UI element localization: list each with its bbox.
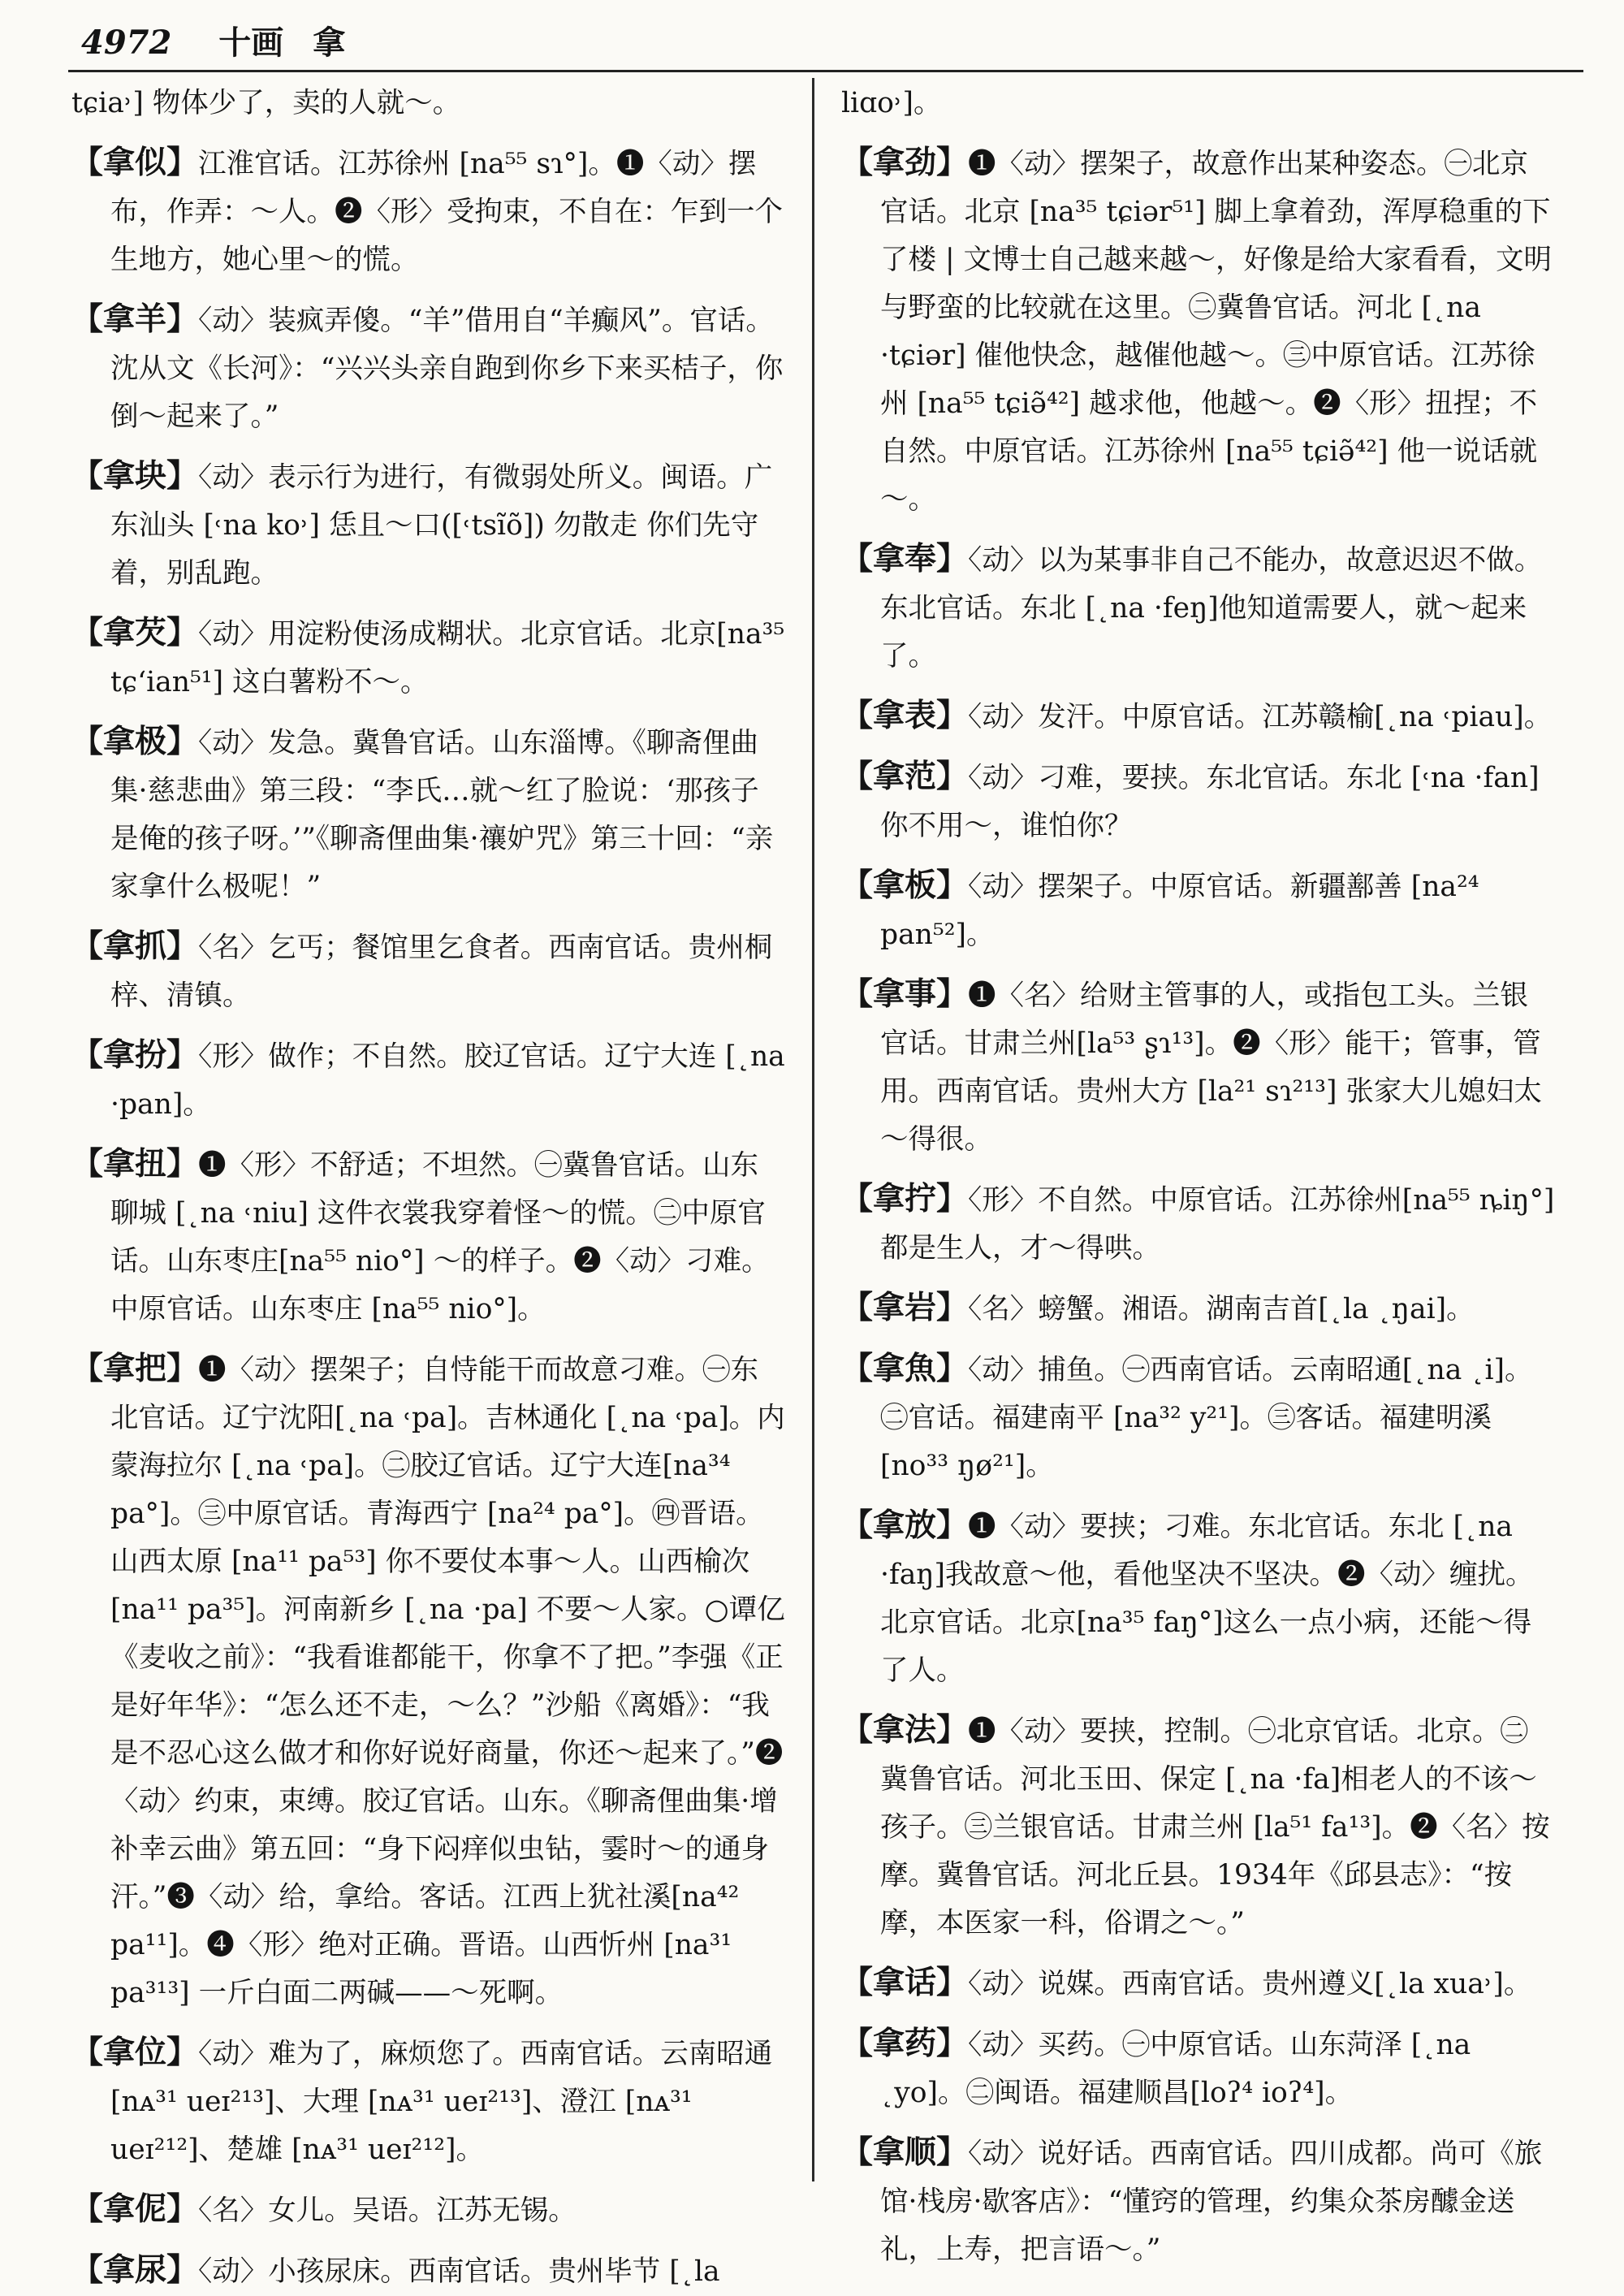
entry-headword: 【拿话】: [841, 1964, 969, 2001]
entry-definition: tɕia˒] 物体少了，卖的人就～。: [71, 87, 461, 119]
entry-definition: ❶〈形〉不舒适；不坦然。㊀冀鲁官话。山东聊城 [˛na ˓niu] 这件衣裳我穿着怪～的慌。㊁中原官话。山东枣庄[na⁵⁵ nio°] ～的样子。❷〈动〉刁难。中原官话。山东枣庄 [na⁵⁵ nio°]。: [110, 1149, 770, 1325]
dictionary-entry: [841, 1502, 1556, 1695]
dictionary-entry: [71, 923, 786, 1020]
entry-headword: 【拿拧】: [841, 1180, 969, 1217]
dictionary-entry: [71, 609, 786, 707]
right-column: [841, 78, 1556, 2266]
dictionary-entry: [71, 2029, 786, 2174]
entry-headword: 【拿板】: [841, 867, 969, 904]
entry-headword: 【拿事】: [841, 975, 969, 1013]
entry-definition: 〈形〉做作；不自然。胶辽官话。辽宁大连 [˛na ·pan]。: [110, 1040, 785, 1121]
entry-definition: 〈动〉用淀粉使汤成糊状。北京官话。北京[na³⁵ tɕʻian⁵¹] 这白薯粉不～。: [110, 618, 785, 698]
entry-headword: 【拿扮】: [71, 1036, 199, 1074]
dictionary-entry: [71, 452, 786, 598]
entry-definition: 〈动〉买药。㊀中原官话。山东菏泽 [˛na ˛yo]。㊁闽语。福建顺昌[loʔ⁴ ioʔ⁴]。: [880, 2029, 1471, 2109]
entry-headword: 【拿极】: [71, 723, 199, 760]
entry-headword: 【拿药】: [841, 2025, 969, 2062]
entry-headword: 【拿伲】: [71, 2190, 199, 2228]
entry-definition: 〈动〉摆架子。中原官话。新疆鄯善 [na²⁴ pan⁵²]。: [880, 871, 1479, 951]
dictionary-entry: [841, 2129, 1556, 2274]
entry-definition: 〈动〉难为了，麻烦您了。西南官话。云南昭通 [nᴀ³¹ ueɪ²¹³]、大理 [nᴀ³¹ ueɪ²¹³]、澄江 [nᴀ³¹ ueɪ²¹²]、楚雄 [nᴀ³¹ ueɪ²¹²]。: [110, 2038, 773, 2166]
dictionary-entry: [71, 1345, 786, 2017]
dictionary-entry: [71, 1031, 786, 1129]
dictionary-entry: [841, 1706, 1556, 1948]
entry-definition: 〈形〉不自然。中原官话。江苏徐州[na⁵⁵ ȵiŋ°] 都是生人，才～得哄。: [880, 1184, 1555, 1265]
dictionary-entry: [71, 718, 786, 911]
entry-headword: 【拿羊】: [71, 301, 199, 338]
entry-headword: 【拿劲】: [841, 144, 969, 181]
entry-headword: 【拿法】: [841, 1711, 969, 1749]
entry-headword: 【拿尿】: [71, 2251, 199, 2289]
dictionary-entry: [71, 2186, 786, 2235]
entry-definition: 〈名〉乞丐；餐馆里乞食者。西南官话。贵州桐梓、清镇。: [110, 932, 773, 1012]
entry-headword: 【拿似】: [71, 144, 199, 181]
entry-definition: 〈动〉发急。冀鲁官话。山东淄博。《聊斋俚曲集·慈悲曲》第三段：“李氏…就～红了脸说：‘那孩子是俺的孩子呀。’”《聊斋俚曲集·禳妒咒》第三十回：“亲家拿什么极呢！”: [110, 727, 774, 903]
entry-headword: 【拿块】: [71, 457, 199, 495]
dictionary-entry: [841, 971, 1556, 1164]
dictionary-entry: [841, 1345, 1556, 1490]
dictionary-entry: [841, 862, 1556, 959]
dictionary-entry: [841, 753, 1556, 850]
left-column: [71, 78, 786, 2289]
entry-headword: 【拿范】: [841, 758, 969, 795]
entry-definition: 〈动〉发汗。中原官话。江苏赣榆[˛na ˓piau]。: [968, 701, 1553, 733]
entry-headword: 【拿奉】: [841, 540, 969, 577]
page-number: 4972: [81, 24, 172, 62]
dictionary-entry: [841, 1175, 1556, 1273]
dictionary-entry: [71, 296, 786, 441]
entry-definition: 〈动〉以为某事非自己不能办，故意迟迟不做。东北官话。东北 [˛na ·feŋ]他知道需要人，就～起来了。: [880, 544, 1543, 672]
entry-headword: 【拿扭】: [71, 1145, 199, 1183]
dictionary-entry: [841, 535, 1556, 681]
radical-label: 十画: [218, 24, 284, 62]
dictionary-entry: [71, 1140, 786, 1334]
entry-definition: 〈动〉捕鱼。㊀西南官话。云南昭通[˛na ˛i]。㊁官话。福建南平 [na³² y²¹]。㊂客话。福建明溪 [no³³ ŋø²¹]。: [880, 1354, 1533, 1482]
column-divider: [812, 78, 814, 2181]
entry-definition: ❶〈动〉摆架子；自恃能干而故意刁难。㊀东北官话。辽宁沈阳[˛na ˓pa]。吉林通化 [˛na ˓pa]。内蒙海拉尔 [˛na ˓pa]。㊁胶辽官话。辽宁大连[na³⁴ pa°]。㊂中原官话。青海西宁 [na²⁴ pa°]。㊃晋语。山西太原 [na¹¹ pa⁵³] 你不要仗本事～人。山西榆次 [na¹¹ pa³⁵]。河南新乡 [˛na ·pa] 不要～人家。○谭亿《麦收之前》：“我看谁都能干，你拿不了把。”李强《正是好年华》：“怎么还不走，～么？”沙船《离婚》：“我是不忍心这么做才和你好说好商量，你还～起来了。”❷〈动〉约束，束缚。胶辽官话。山东。《聊斋俚曲集·增补幸云曲》第五回：“身下闷痒似虫钻，霎时～的通身汗。”❸〈动〉给，拿给。客话。江西上犹社溪[na⁴² pa¹¹]。❹〈形〉绝对正确。晋语。山西忻州 [na³¹ pa³¹³] 一斤白面二两碱——～死啊。: [110, 1354, 785, 2009]
entry-headword: 【拿岩】: [841, 1289, 969, 1326]
entry-definition: 〈动〉表示行为进行，有微弱处所义。闽语。广东汕头 [˓na ko˒] 恁且～口([˓tsĩõ]) 勿散走 你们先守着，别乱跑。: [110, 461, 773, 590]
dictionary-entry: [841, 139, 1556, 524]
entry-definition: 江淮官话。江苏徐州 [na⁵⁵ sɿ°]。❶〈动〉摆布，作弄：～人。❷〈形〉受拘束，不自在：乍到一个生地方，她心里～的慌。: [110, 148, 783, 276]
entry-headword: 【拿把】: [71, 1350, 199, 1387]
entry-definition: liɑo˒]。: [841, 87, 942, 119]
entry-definition: 〈动〉小孩尿床。西南官话。贵州毕节 [˛la: [198, 2255, 720, 2288]
entry-definition: ❶〈动〉要挟，控制。㊀北京官话。北京。㊁冀鲁官话。河北玉田、保定 [˛na ·fa]相老人的不该～孩子。㊂兰银官话。甘肃兰州 [la⁵¹ fa¹³]。❷〈名〉按摩。冀鲁官话。河北丘县。1934年《邱县志》：“按摩，本医家一科，俗谓之～。”: [880, 1715, 1550, 1939]
entry-definition: 〈名〉女儿。吴语。江苏无锡。: [198, 2194, 577, 2227]
dictionary-entry: [71, 78, 786, 128]
entry-definition: ❶〈动〉摆架子，故意作出某种姿态。㊀北京官话。北京 [na³⁵ tɕiər⁵¹] 脚上拿着劲，浑厚稳重的下了楼 | 文博士自己越来越～，好像是给大家看看，文明与野蛮的比较就在这里。㊁冀鲁官话。河北 [˛na ·tɕiər] 催他快念，越催他越～。㊂中原官话。江苏徐州 [na⁵⁵ tɕiə̃⁴²] 越求他，他越～。❷〈形〉扭捏；不自然。中原官话。江苏徐州 [na⁵⁵ tɕiə̃⁴²] 他一说话就～。: [880, 148, 1553, 516]
entry-definition: 〈名〉螃蟹。湘语。湖南吉首[˛la ˛ŋai]。: [968, 1293, 1475, 1325]
dictionary-entry: [841, 1284, 1556, 1334]
entry-headword: 【拿位】: [71, 2034, 199, 2071]
dictionary-entry: [841, 78, 1556, 128]
entry-definition: 〈动〉说好话。西南官话。四川成都。尚可《旅馆·栈房·歇客店》：“懂窍的管理，约集众茶房醵金送礼，上寿，把言语～。”: [880, 2138, 1543, 2266]
entry-headword: 【拿表】: [841, 697, 969, 734]
entry-headword: 【拿抓】: [71, 927, 199, 965]
dictionary-entry: [71, 2246, 786, 2296]
entry-definition: 〈动〉刁难，要挟。东北官话。东北 [˓na ·fan] 你不用～，谁怕你？: [880, 762, 1540, 842]
page-header: [81, 18, 1583, 68]
dictionary-entry: [841, 1959, 1556, 2008]
dictionary-entry: [71, 139, 786, 284]
header-character: 拿: [313, 24, 346, 62]
entry-headword: 【拿魚】: [841, 1350, 969, 1387]
entry-definition: 〈动〉装疯弄傻。“羊”借用自“羊癫风”。官话。沈从文《长河》：“兴兴头亲自跑到你乡下来买桔子，你倒～起来了。”: [110, 305, 784, 433]
entry-definition: ❶〈名〉给财主管事的人，或指包工头。兰银官话。甘肃兰州[la⁵³ ʂɿ¹³]。❷〈形〉能干；管事，管用。西南官话。贵州大方 [la²¹ sɿ²¹³] 张家大儿媳妇太～得很。: [880, 979, 1542, 1156]
dictionary-entry: [841, 2020, 1556, 2117]
entry-headword: 【拿芡】: [71, 614, 199, 651]
entry-headword: 【拿顺】: [841, 2134, 969, 2171]
header-rule: [68, 70, 1583, 72]
entry-headword: 【拿放】: [841, 1507, 969, 1544]
dictionary-entry: [841, 692, 1556, 742]
entry-definition: 〈动〉说媒。西南官话。贵州遵义[˛la xua˒]。: [968, 1968, 1532, 2000]
entry-definition: ❶〈动〉要挟；刁难。东北官话。东北 [˛na ·faŋ]我故意～他，看他坚决不坚决。❷〈动〉缠扰。北京官话。北京[na³⁵ faŋ°]这么一点小病，还能～得了人。: [880, 1511, 1534, 1687]
